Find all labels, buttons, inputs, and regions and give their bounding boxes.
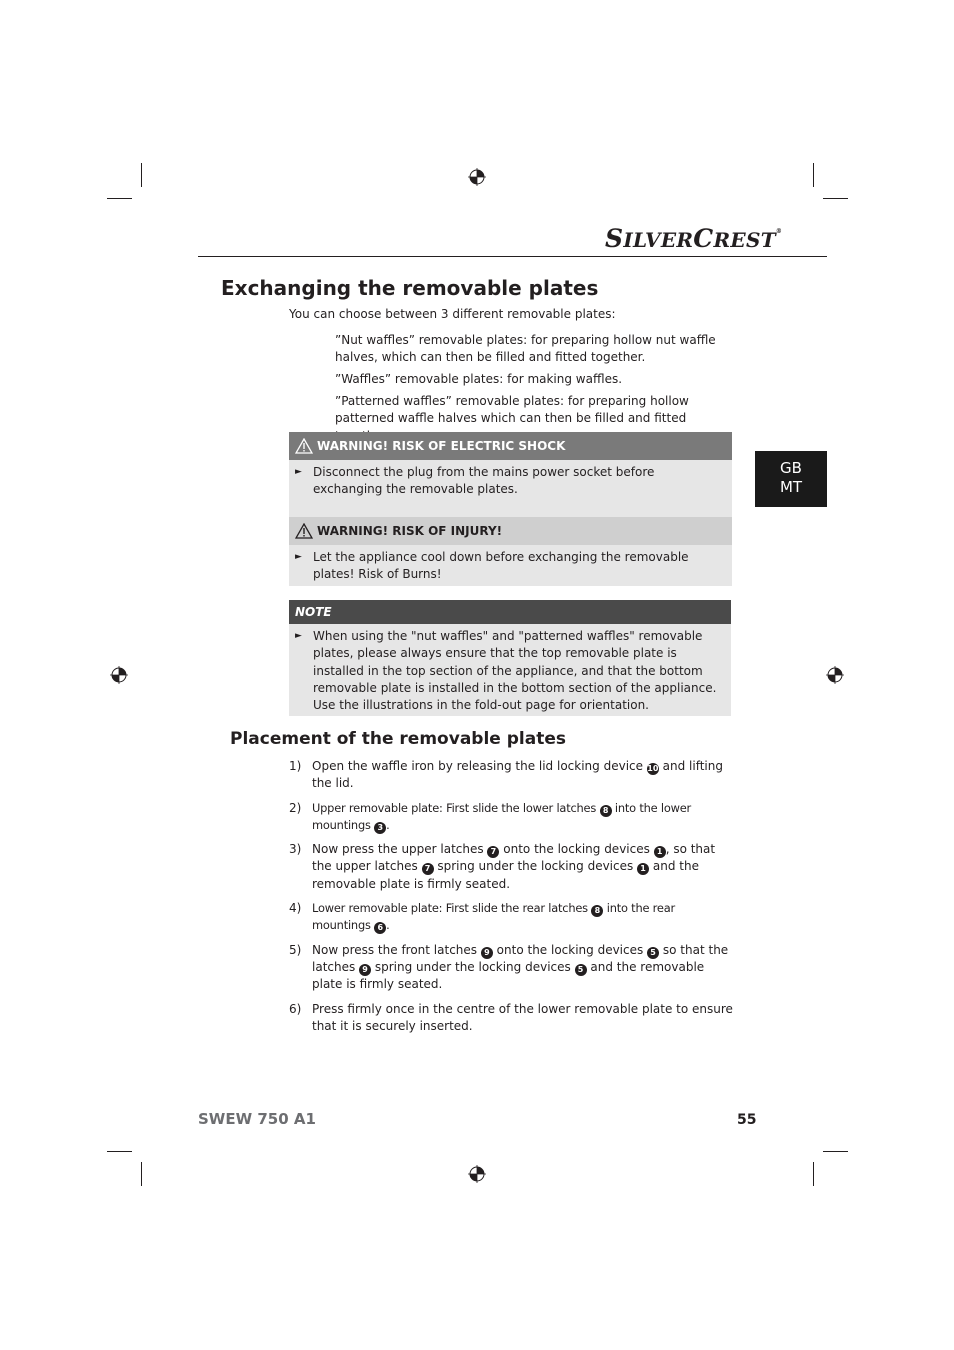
registration-mark-icon <box>110 666 128 684</box>
part-number-badge: 5 <box>575 964 587 976</box>
step-text-part: Now press the upper latches <box>312 842 488 857</box>
step-number: 2) <box>289 800 302 815</box>
step-number: 5) <box>289 942 302 957</box>
step-text <box>312 900 735 935</box>
crop-mark <box>823 198 848 199</box>
warning-body: ► Let the appliance cool down before exchanging the removable plates! Risk of Burns! <box>289 545 732 586</box>
part-number-badge: 9 <box>359 964 371 976</box>
part-number-badge: 1 <box>637 863 649 875</box>
step-number: 6) <box>289 1001 302 1016</box>
step-number: 3) <box>289 842 302 857</box>
bullet-arrow-icon: ► <box>295 467 302 477</box>
step-text-part: spring under the locking devices <box>371 959 575 974</box>
step-text <box>312 942 735 994</box>
step-text <box>312 758 735 793</box>
part-number-badge: 5 <box>647 947 659 959</box>
warning-heading: WARNING! RISK OF INJURY! <box>289 517 732 545</box>
step-text-part: spring under the locking devices <box>433 859 638 874</box>
bullet-arrow-icon: ► <box>295 631 302 641</box>
step-text-part: Now press the front latches <box>312 942 481 957</box>
part-number-badge: 3 <box>374 822 386 834</box>
step-text-part: onto the locking devices <box>492 942 648 957</box>
note-heading: NOTE <box>289 600 731 624</box>
warning-box-electric-shock <box>289 432 732 530</box>
bullet-arrow-icon: ► <box>295 552 302 562</box>
section-heading: Placement of the removable plates <box>230 729 566 749</box>
list-item <box>289 800 735 835</box>
part-number-badge: 7 <box>487 846 499 858</box>
note-box <box>289 600 731 716</box>
step-text-part: Upper removable plate: First slide the lower latches <box>312 800 600 815</box>
step-list <box>289 758 735 1042</box>
warning-box-injury <box>289 517 732 586</box>
step-text-part: Open the waffle iron by releasing the lid locking device <box>312 759 647 773</box>
model-number: SWEW 750 A1 <box>198 1110 316 1128</box>
option-item: ”Nut waffles” removable plates: for preparing hollow nut waffle halves, which can then be filled and fitted together. <box>335 333 716 365</box>
step-number: 1) <box>289 759 302 773</box>
step-text-part: onto the locking devices <box>499 842 654 857</box>
step-text <box>312 800 735 835</box>
language-tab: GB MT <box>755 451 827 507</box>
part-number-badge: 1 <box>654 846 666 858</box>
step-text-part: and lifting the lid. <box>312 759 723 791</box>
list-item <box>289 900 735 935</box>
crop-mark <box>813 163 814 187</box>
step-text-part: and the removable plate is firmly seated. <box>312 959 705 992</box>
list-item <box>289 758 735 793</box>
step-text-part: and the removable plate is firmly seated. <box>312 859 699 891</box>
crop-mark <box>823 1151 848 1152</box>
warning-triangle-icon <box>295 438 313 454</box>
crop-mark <box>141 163 142 187</box>
part-number-badge: 7 <box>422 863 434 875</box>
registration-mark-icon <box>468 1165 486 1183</box>
option-item: ”Waffles” removable plates: for making waffles. <box>335 372 623 386</box>
brand-logo: SILVERCREST® <box>605 224 783 253</box>
step-text-part: into the rear mountings <box>312 901 675 933</box>
step-text <box>312 1001 735 1036</box>
registration-mark-icon <box>826 666 844 684</box>
crop-mark <box>813 1162 814 1186</box>
step-text-part: Lower removable plate: First slide the rear latches <box>312 901 592 916</box>
step-text-part: Press firmly once in the centre of the lower removable plate to ensure that it is securely inserted. <box>312 1001 733 1033</box>
step-text-part: so that the latches <box>312 942 729 974</box>
part-number-badge: 8 <box>591 905 603 917</box>
step-number: 4) <box>289 901 302 916</box>
warning-heading: WARNING! RISK OF ELECTRIC SHOCK <box>289 432 732 460</box>
warning-body: ► Disconnect the plug from the mains power socket before exchanging the removable plates. <box>289 460 732 530</box>
part-number-badge: 9 <box>481 947 493 959</box>
crop-mark <box>107 198 132 199</box>
note-body: ► When using the "nut waffles" and "patterned waffles" removable plates, please always ensure that the top removable plate is installed in the top section of the appliance, and that the bottom removable plate is installed in the bottom section of the appliance. Use the illustrations in the fold-out page for orientation. <box>289 624 731 716</box>
step-text <box>312 841 735 893</box>
page-number: 55 <box>737 1112 757 1128</box>
crop-mark <box>141 1162 142 1186</box>
step-text-part: . <box>386 817 390 832</box>
step-text-part: into the lower mountings <box>312 800 692 832</box>
list-item <box>289 841 735 893</box>
list-item <box>289 1001 735 1036</box>
part-number-badge: 10 <box>647 764 659 773</box>
list-item <box>289 942 735 994</box>
intro-text: You can choose between 3 different removable plates: <box>289 307 616 321</box>
part-number-badge: 8 <box>600 805 612 817</box>
registration-mark-icon <box>468 168 486 186</box>
warning-triangle-icon <box>295 523 313 539</box>
option-item: ”Patterned waffles” removable plates: for preparing hollow patterned waffle halves which can then be filled and fitted <box>335 394 689 426</box>
crop-mark <box>107 1151 132 1152</box>
step-text-part: . <box>386 918 390 933</box>
page-title: Exchanging the removable plates <box>221 276 599 300</box>
part-number-badge: 6 <box>374 922 386 934</box>
step-text-part: , so that the upper latches <box>312 842 716 874</box>
header-rule <box>198 256 827 257</box>
